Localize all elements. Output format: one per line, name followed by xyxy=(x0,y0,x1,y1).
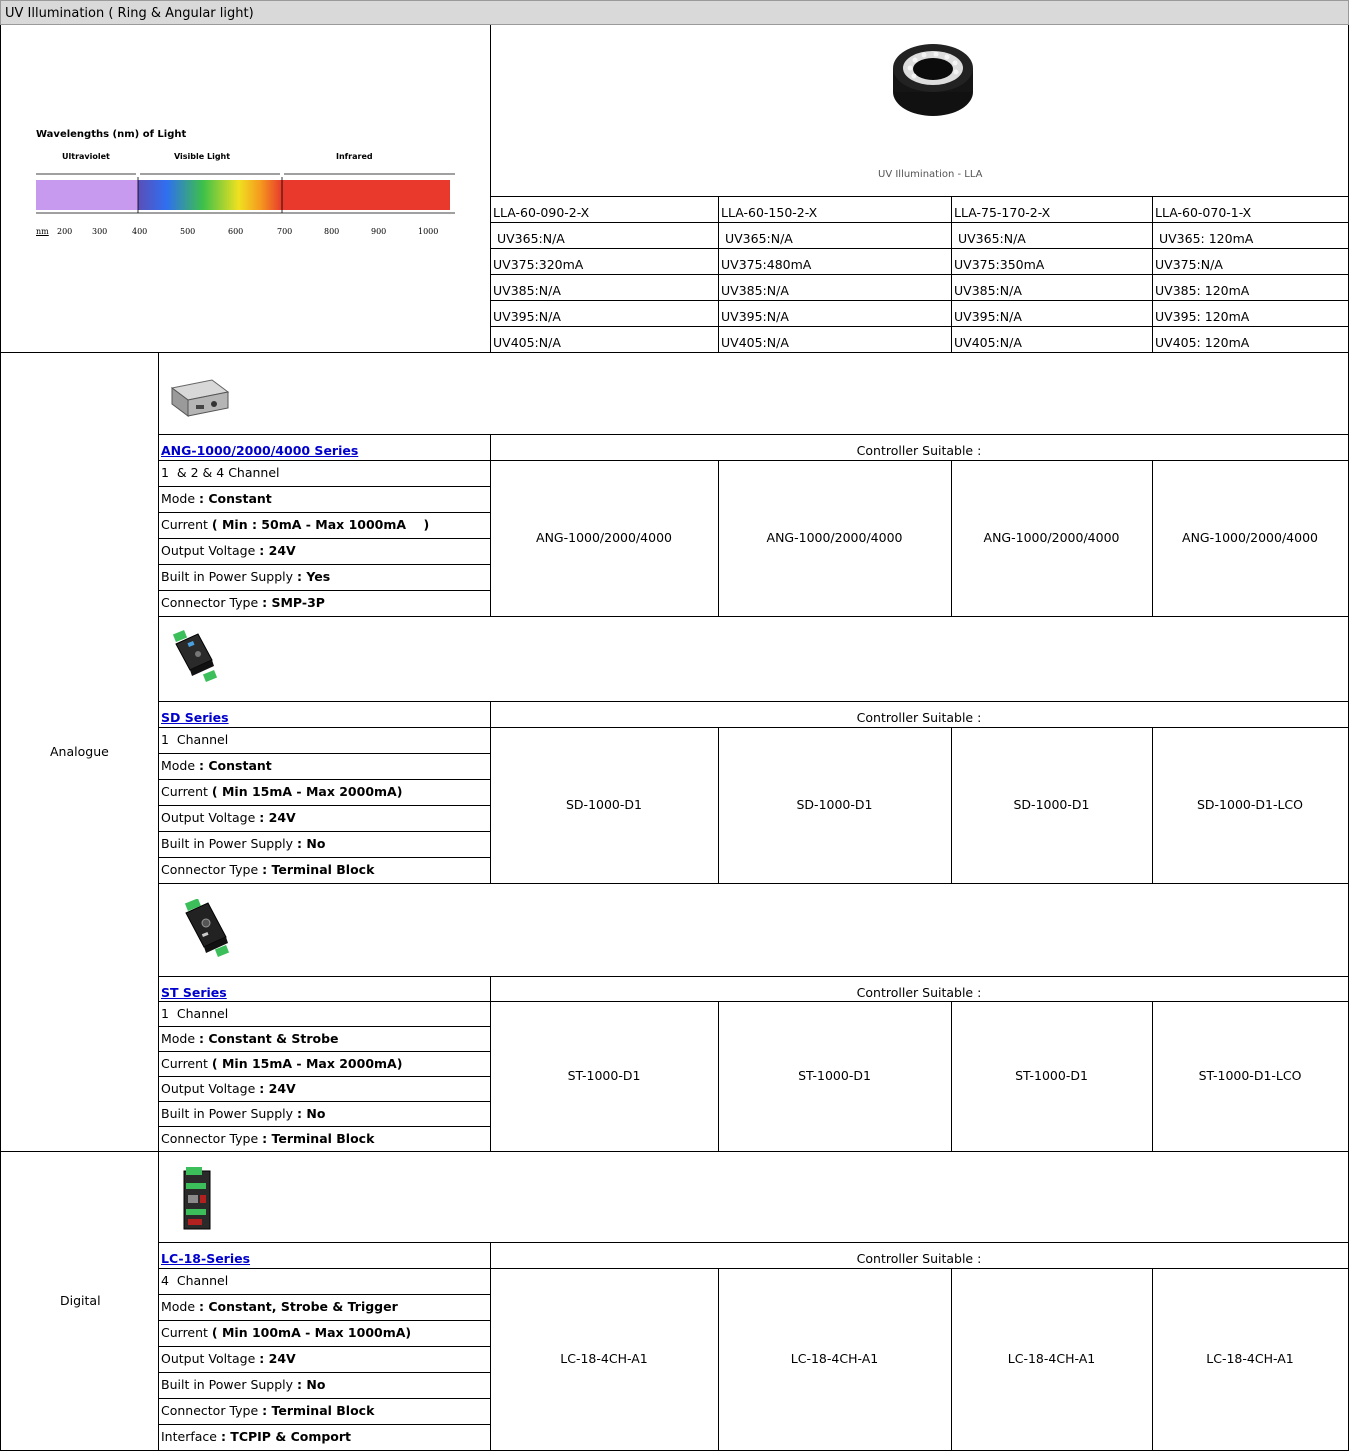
spec-row xyxy=(161,1379,325,1392)
controller-model-cell: SD-1000-D1-LCO xyxy=(1196,797,1303,812)
series-image-1 xyxy=(168,630,218,690)
spec-label: 1 Channel xyxy=(161,1006,229,1021)
group-label-analogue: Analogue xyxy=(50,744,109,759)
spec-value: : SMP-3P xyxy=(262,595,325,610)
spec-row xyxy=(161,1133,374,1146)
spec-row xyxy=(161,760,272,773)
spec-value: : Yes xyxy=(297,569,331,584)
spec-label: 1 & 2 & 4 Channel xyxy=(161,465,280,480)
spec-value: : Constant & Strobe xyxy=(199,1031,339,1046)
spec-value: : Terminal Block xyxy=(262,862,375,877)
controller-model-cell: ANG-1000/2000/4000 xyxy=(536,530,672,545)
spec-row xyxy=(161,467,280,480)
spec-row xyxy=(161,571,330,584)
tick-label: 600 xyxy=(228,227,244,236)
controller-model-cell: LC-18-4CH-A1 xyxy=(560,1351,648,1366)
series-image-0 xyxy=(168,374,232,426)
controller-suitable-label: Controller Suitable : xyxy=(856,985,982,1000)
spec-label: Output Voltage xyxy=(161,543,260,558)
model-header: LLA-60-150-2-X xyxy=(721,205,818,220)
spectrum-title: Wavelengths (nm) of Light xyxy=(36,129,187,140)
controller-model-cell: ST-1000-D1-LCO xyxy=(1198,1068,1302,1083)
spec-label: Current xyxy=(161,1325,212,1340)
spec-value: : 24V xyxy=(259,810,296,825)
spec-row xyxy=(161,864,374,877)
spec-row xyxy=(161,597,325,610)
series-name-link[interactable]: LC-18-Series xyxy=(161,1251,251,1266)
spec-row xyxy=(161,1108,325,1121)
controller-model-cell: ANG-1000/2000/4000 xyxy=(766,530,903,545)
ring-light-image xyxy=(890,42,976,118)
uv-current-cell: UV395:N/A xyxy=(721,309,789,324)
series-image-3 xyxy=(178,1165,218,1237)
uv-current-cell: UV375:480mA xyxy=(721,257,812,272)
spec-value: : No xyxy=(297,1106,326,1121)
spec-value: : No xyxy=(297,836,326,851)
uv-current-cell: UV395:N/A xyxy=(493,309,561,324)
tick-label: 400 xyxy=(132,227,148,236)
tick-label: 800 xyxy=(324,227,340,236)
spec-value: : Terminal Block xyxy=(262,1131,375,1146)
spec-row xyxy=(161,786,402,799)
spec-value: : TCPIP & Comport xyxy=(220,1429,352,1444)
spec-label: Built in Power Supply xyxy=(161,569,298,584)
spec-row xyxy=(161,1301,398,1314)
spec-row xyxy=(161,1353,296,1366)
series-name-link[interactable]: ST Series xyxy=(161,985,227,1000)
controller-model-cell: SD-1000-D1 xyxy=(566,797,642,812)
controller-model-cell: ANG-1000/2000/4000 xyxy=(1182,530,1318,545)
uv-current-cell: UV385:N/A xyxy=(721,283,789,298)
tick-label: 700 xyxy=(277,227,293,236)
spec-row xyxy=(161,1033,339,1046)
product-caption: UV Illumination - LLA xyxy=(878,169,983,180)
controller-suitable-label: Controller Suitable : xyxy=(856,710,982,725)
uv-current-cell: UV375:320mA xyxy=(493,257,584,272)
title-bar xyxy=(0,0,1349,25)
spec-label: Output Voltage xyxy=(161,810,260,825)
uv-current-cell: UV375:N/A xyxy=(1155,257,1223,272)
spec-row xyxy=(161,545,296,558)
spec-value: : Terminal Block xyxy=(262,1403,375,1418)
spec-value: : 24V xyxy=(259,543,296,558)
uv-current-cell: UV365:N/A xyxy=(954,231,1026,246)
series-name-link[interactable]: ANG-1000/2000/4000 Series xyxy=(161,443,359,458)
spec-value: ( Min : 50mA - Max 1000mA ) xyxy=(211,517,430,532)
controller-model-cell: LC-18-4CH-A1 xyxy=(1206,1351,1294,1366)
controller-suitable-label: Controller Suitable : xyxy=(856,1251,982,1266)
spectrum-bar xyxy=(30,165,470,220)
spec-label: Current xyxy=(161,784,212,799)
spec-row xyxy=(161,734,228,747)
tick-label: 900 xyxy=(371,227,387,236)
controller-model-cell: ANG-1000/2000/4000 xyxy=(983,530,1120,545)
spec-label: Built in Power Supply xyxy=(161,836,298,851)
spec-label: Output Voltage xyxy=(161,1081,260,1096)
spec-value: : Constant xyxy=(199,491,272,506)
spec-value: ( Min 15mA - Max 2000mA) xyxy=(211,1056,403,1071)
spec-label: Current xyxy=(161,1056,212,1071)
spec-row xyxy=(161,1431,351,1444)
uv-current-cell: UV405: 120mA xyxy=(1155,335,1250,350)
title-text: UV Illumination ( Ring & Angular light) xyxy=(5,6,254,21)
series-image-2 xyxy=(180,899,232,963)
controller-model-cell: SD-1000-D1 xyxy=(1013,797,1090,812)
spec-label: Mode xyxy=(161,758,200,773)
spec-label: Mode xyxy=(161,1031,200,1046)
controller-model-cell: LC-18-4CH-A1 xyxy=(1007,1351,1096,1366)
tick-label: 200 xyxy=(57,227,73,236)
spec-row xyxy=(161,1405,374,1418)
model-header: LLA-75-170-2-X xyxy=(954,205,1051,220)
spec-value: : 24V xyxy=(259,1081,296,1096)
controller-model-cell: LC-18-4CH-A1 xyxy=(790,1351,879,1366)
spec-row xyxy=(161,1058,402,1071)
controller-model-cell: ST-1000-D1 xyxy=(798,1068,871,1083)
spec-row xyxy=(161,812,296,825)
uv-current-cell: UV375:350mA xyxy=(954,257,1045,272)
spec-label: Connector Type xyxy=(161,862,263,877)
spec-label: Current xyxy=(161,517,212,532)
controller-suitable-label: Controller Suitable : xyxy=(856,443,982,458)
spec-row xyxy=(161,838,325,851)
uv-current-cell: UV365:N/A xyxy=(721,231,793,246)
tick-label: 300 xyxy=(92,227,108,236)
model-header: LLA-60-090-2-X xyxy=(493,205,590,220)
wavelength-spectrum xyxy=(30,125,470,245)
model-header: LLA-60-070-1-X xyxy=(1155,205,1252,220)
spec-label: Connector Type xyxy=(161,1403,263,1418)
spec-label: Connector Type xyxy=(161,595,263,610)
controller-model-cell: SD-1000-D1 xyxy=(796,797,873,812)
uv-current-cell: UV385:N/A xyxy=(493,283,561,298)
uv-current-cell: UV395:N/A xyxy=(954,309,1022,324)
spec-value: ( Min 15mA - Max 2000mA) xyxy=(211,784,403,799)
spec-label: Output Voltage xyxy=(161,1351,260,1366)
uv-current-cell: UV365:N/A xyxy=(493,231,565,246)
spec-label: Mode xyxy=(161,1299,200,1314)
spec-row xyxy=(161,1327,411,1340)
spec-row xyxy=(161,1008,228,1021)
uv-current-cell: UV405:N/A xyxy=(954,335,1022,350)
spec-row xyxy=(161,493,272,506)
spec-value: : Constant xyxy=(199,758,272,773)
controller-model-cell: ST-1000-D1 xyxy=(1015,1068,1088,1083)
uv-current-cell: UV385:N/A xyxy=(954,283,1022,298)
spec-label: 1 Channel xyxy=(161,732,229,747)
controller-model-cell: ST-1000-D1 xyxy=(567,1068,641,1083)
spec-row xyxy=(161,519,429,532)
spec-value: : Constant, Strobe & Trigger xyxy=(199,1299,398,1314)
spec-value: : 24V xyxy=(259,1351,296,1366)
spectrum-ticks xyxy=(30,228,470,240)
tick-label: 500 xyxy=(180,227,196,236)
uv-current-cell: UV405:N/A xyxy=(493,335,561,350)
uv-current-cell: UV385: 120mA xyxy=(1155,283,1250,298)
group-label-digital: Digital xyxy=(60,1293,101,1308)
spec-value: : No xyxy=(297,1377,326,1392)
spec-value: ( Min 100mA - Max 1000mA) xyxy=(211,1325,412,1340)
spec-label: 4 Channel xyxy=(161,1273,229,1288)
spectrum-label-ir: Infrared xyxy=(336,152,373,161)
spectrum-unit: nm xyxy=(36,227,49,236)
spec-label: Connector Type xyxy=(161,1131,263,1146)
uv-current-cell: UV365: 120mA xyxy=(1155,231,1254,246)
spec-row xyxy=(161,1083,296,1096)
spec-label: Mode xyxy=(161,491,200,506)
spectrum-label-uv: Ultraviolet xyxy=(62,152,110,161)
uv-current-cell: UV405:N/A xyxy=(721,335,789,350)
tick-label: 1000 xyxy=(418,227,439,236)
spec-label: Built in Power Supply xyxy=(161,1106,298,1121)
series-name-link[interactable]: SD Series xyxy=(161,710,229,725)
spec-label: Built in Power Supply xyxy=(161,1377,298,1392)
spec-label: Interface xyxy=(161,1429,221,1444)
uv-current-cell: UV395: 120mA xyxy=(1155,309,1250,324)
spec-row xyxy=(161,1275,228,1288)
spectrum-label-visible: Visible Light xyxy=(174,152,231,161)
